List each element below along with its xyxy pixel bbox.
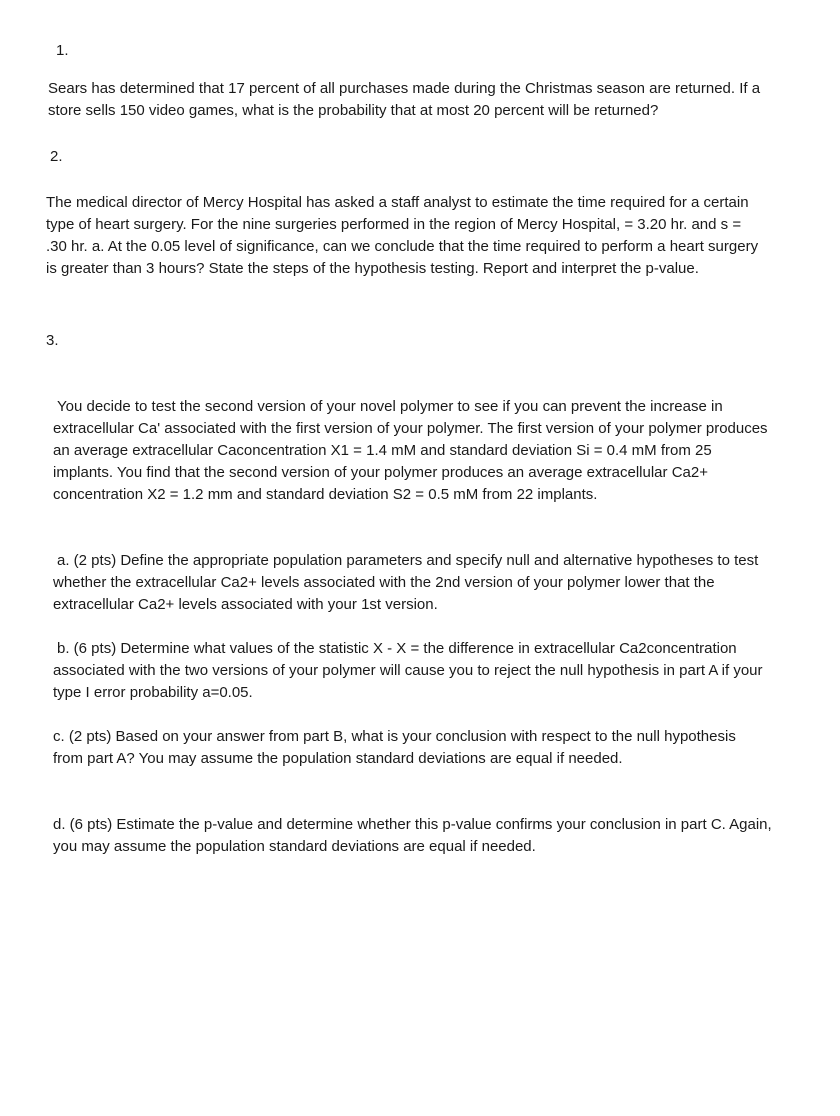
question-1-text: Sears has determined that 17 percent of all purchases made during the Christmas season are returned. If a store sells 150 video games, what is the probability that at most 20 percent will be returned? [48,80,761,119]
question-3-part-d: d. (6 pts) Estimate the p-value and determine whether this p-value confirms your conclusion in part C. Again, you may assume the population standard deviations are equal if needed. [53,816,772,855]
question-3-part-c: c. (2 pts) Based on your answer from part B, what is your conclusion with respect to the null hypothesis from part A? You may assume the population standard deviations are equal if needed. [53,728,736,767]
question-3-number: 3. [46,332,59,349]
question-3-intro: You decide to test the second version of your novel polymer to see if you can prevent the increase in extracellular Ca' associated with the first version of your polymer. The first version of your polymer produces an average extracellular Caconcentration X1 = 1.4 mM and standard deviation Si = 0.4 mM from 25 implants. You find that the second version of your polymer produces an average extracellular Ca2+ concentration X2 = 1.2 mm and standard deviation S2 = 0.5 mM from 22 implants. [53,398,768,503]
question-3-part-a: a. (2 pts) Define the appropriate population parameters and specify null and alternative hypotheses to test whether the extracellular Ca2+ levels associated with the 2nd version of your polymer lower that the extracellular Ca2+ levels associated with your 1st version. [53,552,759,613]
question-3-part-b: b. (6 pts) Determine what values of the statistic X - X = the difference in extracellular Ca2concentration associated with the two versions of your polymer will cause you to reject the null hypothesis in part A if your type I error probability a=0.05. [53,640,763,701]
question-2-number: 2. [50,148,63,165]
question-1-number: 1. [56,42,69,59]
question-2-text: The medical director of Mercy Hospital has asked a staff analyst to estimate the time required for a certain type of heart surgery. For the nine surgeries performed in the region of Mercy Hospital, = 3.20 hr. and s = .30 hr. a. At the 0.05 level of significance, can we conclude that the time required to perform a heart surgery is greater than 3 hours? State the steps of the hypothesis testing. Report and interpret the p-value. [46,194,759,277]
